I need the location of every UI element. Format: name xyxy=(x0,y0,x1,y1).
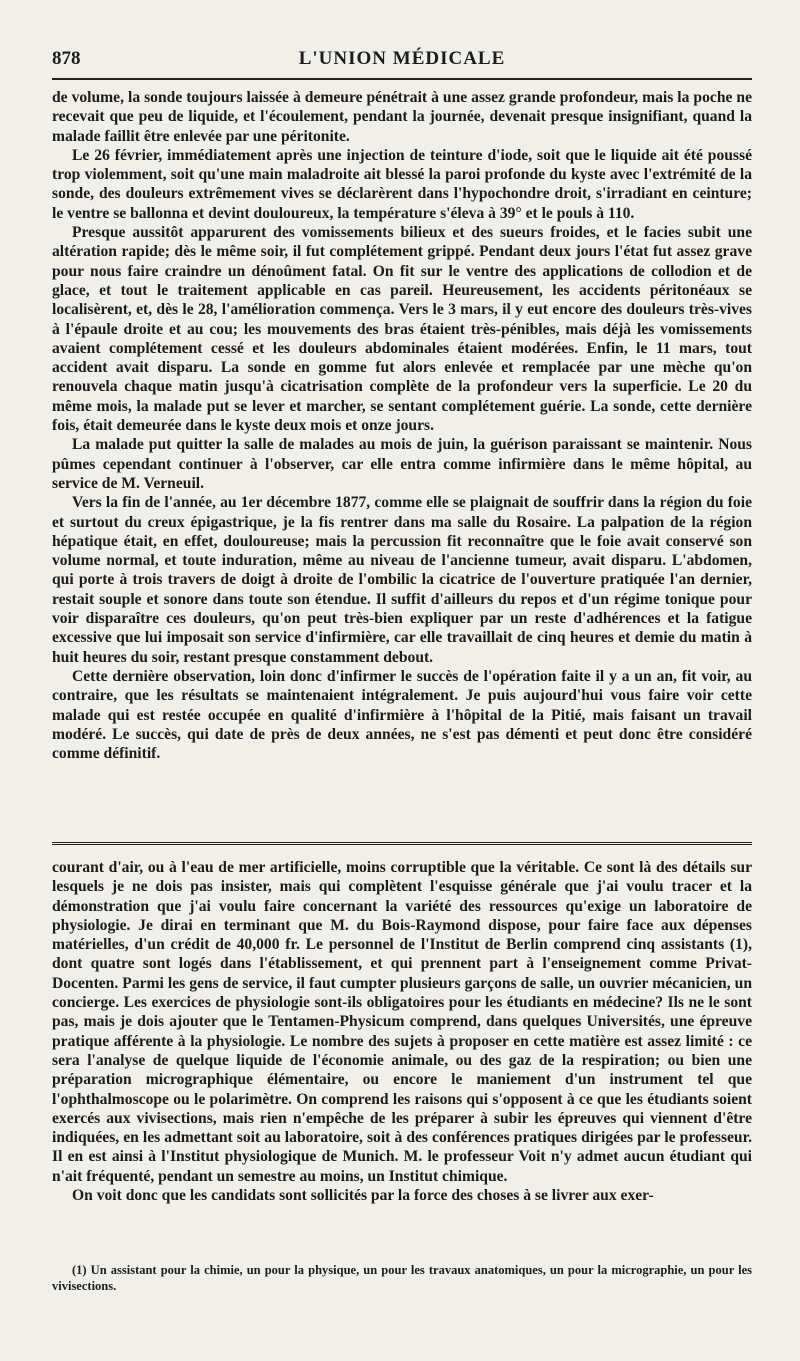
paragraph: Le 26 février, immédiatement après une injection de teinture d'iode, soit que le liquide ait été poussé trop violemment, soit qu'une main maladroite ait blessé la paroi profonde du kyste avec l'extrémité de la sonde, des douleurs extrêmement vives se déclarèrent dans l'hypochondre droit, s'irradiant en ceinture; le ventre se ballonna et devint douloureux, la température s'éleva à 39° et le pouls à 110. xyxy=(52,146,752,222)
article-section-physiology xyxy=(52,858,752,1205)
paragraph: courant d'air, ou à l'eau de mer artificielle, moins corruptible que la véritable. Ce sont là des détails sur lesquels je ne dois pas insister, mais qui complètent l'esquisse générale que j'ai voulu tracer et la démonstration que j'ai voulu faire concernant la variété des ressources qu'exige un laboratoire de physiologie. Je dirai en terminant que M. du Bois-Raymond dispose, pour faire face aux dépenses matérielles, d'un crédit de 40,000 fr. Le personnel de l'Institut de Berlin comprend cinq assistants (1), dont quatre sont logés dans l'établissement, et qui prennent part à l'enseignement comme Privat-Docenten. Parmi les gens de service, il faut cumpter plusieurs garçons de salle, un ouvrier mécanicien, un concierge. Les exercices de physiologie sont-ils obligatoires pour les étudiants en médecine? Ils ne le sont pas, mais je dois ajouter que le Tentamen-Physicum comprend, dans quelques Universités, une épreuve pratique afférente à la physiologie. Le nombre des sujets à proposer en cette matière est assez limité : ce sera l'analyse de quelque liquide de l'économie animale, ou des gaz de la respiration; ou bien une préparation micrographique élémentaire, ou encore le maniement d'un instrument tel que l'ophthalmoscope ou le polarimètre. On comprend les raisons qui s'opposent à ce que les étudiants soient exercés aux vivisections, mais rien n'empêche de les préparer à subir les épreuves qui viennent d'être indiquées, en les admettant soit au laboratoire, soit à des conférences pratiques dirigées par le professeur. Il en est ainsi à l'Institut physiologique de Munich. M. le professeur Voit n'y admet aucun étudiant qui n'ait fréquenté, pendant un semestre au moins, un Institut chimique. xyxy=(52,859,752,1185)
paragraph: Presque aussitôt apparurent des vomissements bilieux et des sueurs froides, et le facies subit une altération rapide; dès le même soir, il fut complétement grippé. Pendant deux jours l'état fut assez grave pour nous faire craindre un dénoûment fatal. On fit sur le ventre des applications de collodion et de glace, et tout le traitement applicable en cas pareil. Heureusement, les accidents péritonéaux se localisèrent, et, dès le 28, l'amélioration commença. Vers le 3 mars, il y eut encore des douleurs très-vives à l'épaule droite et au cou; les mouvements des bras étaient très-pénibles, mais déjà les vomissements avaient complétement cessé et les douleurs abdominales étaient modérées. Enfin, le 11 mars, tout accident avait disparu. La sonde en gomme fut alors enlevée et remplacée par une mèche qu'on renouvela chaque matin jusqu'à cicatrisation complète de la profondeur vers la superficie. Le 20 du même mois, la malade put se lever et marcher, se sentant complétement guérie. La sonde, cette dernière fois, était demeurée dans le kyste deux mois et onze jours. xyxy=(52,224,752,435)
header-rule xyxy=(52,78,752,80)
paragraph: La malade put quitter la salle de malades au mois de juin, la guérison paraissant se maintenir. Nous pûmes cependant continuer à l'observer, car elle entra comme infirmière dans le même hôpital, au service de M. Verneuil. xyxy=(52,436,752,492)
paragraph: Cette dernière observation, loin donc d'infirmer le succès de l'opération faite il y a un an, fit voir, au contraire, que les résultats se maintenaient intégralement. Je puis aujourd'hui vous faire voir cette malade qui est restée occupée en qualité d'infirmière à l'hôpital de la Pitié, mais faisant un travail modéré. Le succès, qui date de près de deux années, ne s'est pas démenti et peut donc être considéré comme définitif. xyxy=(52,667,752,763)
footnote-area xyxy=(52,1262,752,1294)
section-divider xyxy=(52,842,752,847)
journal-title: L'UNION MÉDICALE xyxy=(298,48,506,69)
paragraph: Vers la fin de l'année, au 1er décembre 1877, comme elle se plaignait de souffrir dans la région du foie et surtout du creux épigastrique, je la fis rentrer dans ma salle du Rosaire. La palpation de la région hépatique était, en effet, douloureuse; mais la percussion fit reconnaître que le foie avait conservé son volume normal, et toute induration, même au niveau de l'ancienne tumeur, avait disparu. L'abdomen, qui porte à trois travers de doigt à droite de l'ombilic la cicatrice de l'ouverture pratiquée l'an dernier, restait souple et sonore dans toute son étendue. Il suffit d'ailleurs du repos et d'un régime tonique pour voir disparaître ces douleurs, qu'on peut très-bien expliquer par un reste d'adhérences et la fatigue excessive que lui imposait son service d'infirmière, car elle travaillait de cinq heures et demie du matin à huit heures du soir, restant presque constamment debout. xyxy=(52,494,752,666)
page-header xyxy=(52,44,752,74)
footnote: (1) Un assistant pour la chimie, un pour la physique, un pour les travaux anatomiques, un pour la micrographie, un pour les vivisections. xyxy=(52,1263,752,1293)
page-number: 878 xyxy=(52,48,81,69)
paragraph: de volume, la sonde toujours laissée à demeure pénétrait à une assez grande profondeur, mais la poche ne recevait que peu de liquide, et l'écoulement, pendant la journée, devenait presque insignifiant, quand la malade faillit être enlevée par une péritonite. xyxy=(52,89,752,145)
article-section-clinical xyxy=(52,88,752,763)
paragraph: On voit donc que les candidats sont sollicités par la force des choses à se livrer aux exer- xyxy=(72,1187,654,1205)
